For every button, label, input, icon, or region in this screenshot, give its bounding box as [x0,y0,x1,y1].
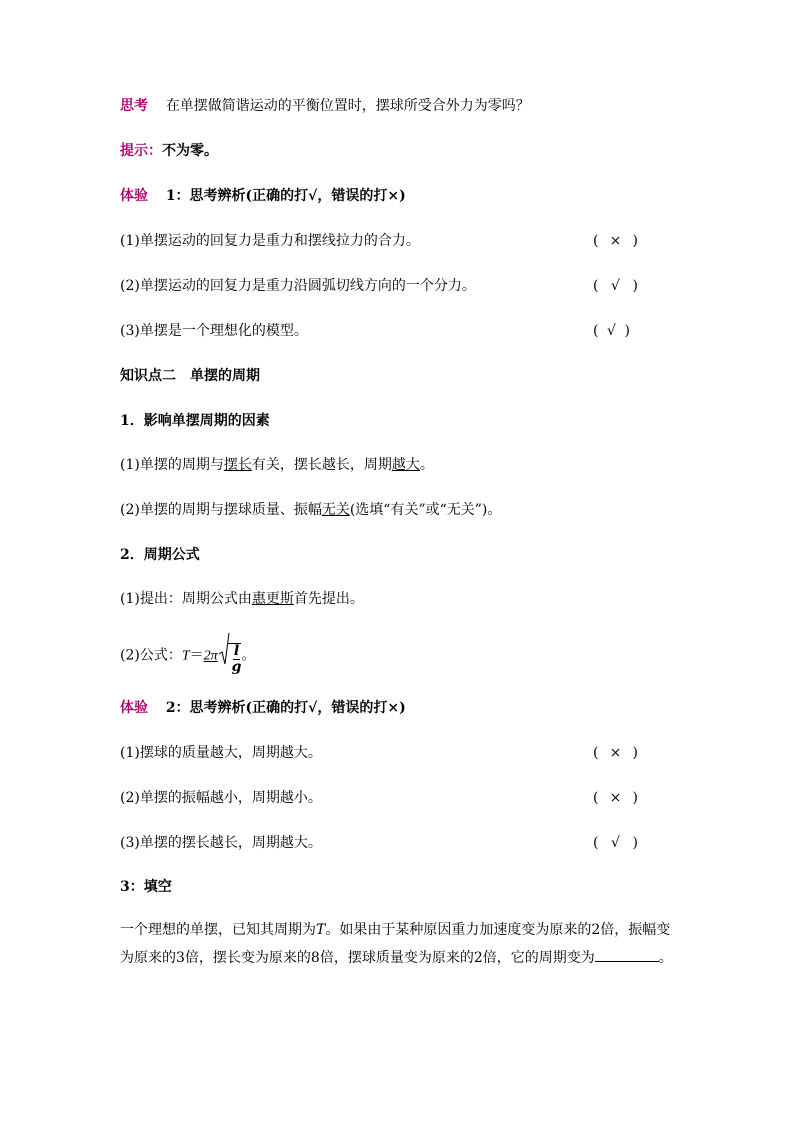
answer-underline: 摆长 [223,457,252,473]
formula-eq: ＝ [189,648,204,664]
exp2-item-2-answer [593,788,638,808]
exp1-item-2 [120,276,476,296]
think-label: 思考 [120,98,148,114]
exp2-item-3 [120,833,322,853]
text-segment: 有关，摆长越长，周期 [251,457,392,473]
section2-line1 [120,589,364,609]
period-symbol: T [316,922,326,938]
exp2-title-line [120,698,406,718]
exp1-item-2-answer [593,276,638,296]
formula-coefficient: 2π [203,648,218,664]
hint-line [120,141,218,161]
text-segment: (2)单摆的周期与摆球质量、振幅 [120,502,322,518]
answer-underline: 越大 [391,457,420,473]
answer-underline: 惠更斯 [251,591,294,607]
paren-open: ( [593,323,599,339]
answer-underline: 无关 [321,502,350,518]
text-segment: 。如果由于某种原因重力加速度变为原来的2倍，振幅变为原来的3倍，摆长变为原来的8倍，摆球质量变为原来的2倍，它的周期变为 [120,922,671,966]
exp3-title: 3：填空 [120,879,172,895]
fraction-numerator: l [233,643,240,659]
fill-in-blank[interactable] [595,945,659,962]
cross-mark: × [609,790,622,806]
check-mark: √ [611,835,620,851]
paren-open: ( [593,278,599,294]
think-line [120,96,530,116]
think-question: 在单摆做简谐运动的平衡位置时，摆球所受合外力为零吗？ [165,98,530,114]
item-text: (3)单摆是一个理想化的模型。 [120,323,308,339]
paren-open: ( [593,745,599,761]
paren-open: ( [593,835,599,851]
cross-mark: × [609,745,622,761]
section1-title: 1．影响单摆周期的因素 [120,413,270,429]
check-mark: √ [611,278,620,294]
exp2-item-1-answer [593,743,638,763]
text-segment: 。 [241,647,256,664]
sqrt-symbol [220,636,242,675]
section1-line1 [120,455,434,475]
exp1-item-3-answer [593,321,630,341]
item-text: (1)摆球的质量越大，周期越大。 [120,745,322,761]
exp2-label: 体验 [120,700,148,716]
exp1-label: 体验 [120,188,148,204]
exp1-item-3 [120,321,308,341]
text-segment: (2)公式： [120,647,182,664]
text-segment: (1)单摆的周期与 [120,457,224,473]
exp1-title: 1：思考辨析(正确的打√，错误的打×) [165,188,406,204]
radical-sign-icon [218,632,230,666]
text-segment: 。 [658,950,673,966]
hint-text: 不为零。 [162,143,218,159]
exp3-paragraph [120,916,676,972]
item-text: (1)单摆运动的回复力是重力和摆线拉力的合力。 [120,233,420,249]
section2-title: 2．周期公式 [120,547,200,563]
paren-open: ( [593,790,599,806]
period-formula [182,649,218,664]
fraction [228,643,242,675]
exp2-item-2 [120,788,322,808]
section2-formula-line [120,636,255,675]
exp1-item-1-answer [593,231,638,251]
paren-close: ) [632,790,638,806]
paren-close: ) [632,233,638,249]
section1-line2 [120,500,501,520]
exp1-title-line [120,186,406,206]
formula-lhs: T [181,648,190,664]
item-text: (2)单摆运动的回复力是重力沿圆弧切线方向的一个分力。 [120,278,476,294]
paren-close: ) [624,323,630,339]
paren-open: ( [593,233,599,249]
exp2-item-1 [120,743,322,763]
check-mark: √ [607,323,616,339]
knowledge2-heading: 知识点二 单摆的周期 [120,368,260,384]
exp2-item-3-answer [593,833,638,853]
fraction-denominator: g [231,659,242,675]
text-segment: (1)提出：周期公式由 [120,591,252,607]
text-segment: 一个理想的单摆，已知其周期为 [120,922,316,938]
text-segment: 首先提出。 [293,591,364,607]
text-segment: (选填“有关”或“无关”)。 [349,502,502,518]
item-text: (2)单摆的振幅越小，周期越小。 [120,790,322,806]
exp2-title: 2：思考辨析(正确的打√，错误的打×) [165,700,406,716]
item-text: (3)单摆的摆长越长，周期越大。 [120,835,322,851]
paren-close: ) [632,745,638,761]
text-segment: 。 [419,457,434,473]
paren-close: ) [632,835,638,851]
hint-label: 提示： [120,143,162,159]
exp1-item-1 [120,231,420,251]
cross-mark: × [609,233,622,249]
paren-close: ) [632,278,638,294]
